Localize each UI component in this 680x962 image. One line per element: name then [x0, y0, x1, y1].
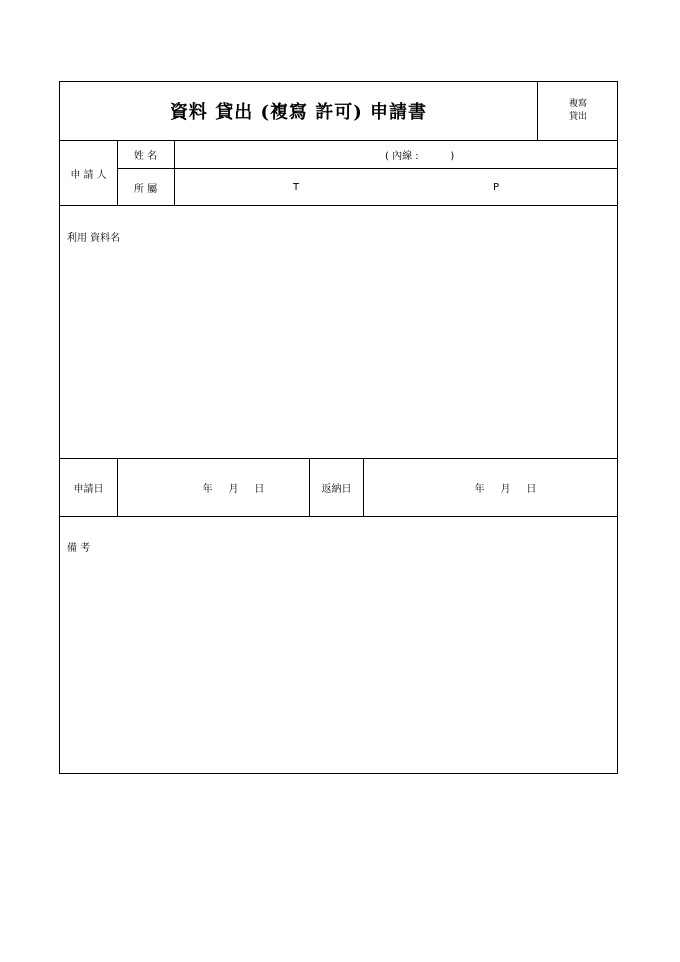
dept-row — [117, 169, 617, 205]
tel-p-label: P — [493, 181, 500, 193]
title-row — [60, 82, 617, 141]
remarks-label: 備 考 — [67, 543, 91, 554]
form-title: 資料 貸出 (複寫 許可) 申請書 — [169, 102, 428, 123]
apply-date-label: 申請日 — [73, 484, 104, 495]
return-date-field[interactable]: 年 月 日 — [474, 484, 537, 495]
application-form — [59, 81, 618, 774]
copy-label: 複寫 — [568, 99, 587, 109]
materials-section[interactable] — [60, 206, 617, 459]
return-date-label: 返納日 — [321, 484, 352, 495]
tel-t-label: T — [293, 181, 300, 193]
loan-label: 貸出 — [568, 112, 587, 122]
applicant-label: 申 請 人 — [70, 169, 107, 181]
extension-label: ( 內線 : ) — [385, 151, 455, 162]
dept-label: 所 屬 — [133, 183, 158, 195]
materials-label: 利用 資料名 — [67, 233, 121, 244]
remarks-section[interactable] — [60, 517, 617, 773]
copy-loan-box — [538, 82, 618, 140]
dept-field[interactable] — [175, 169, 617, 205]
applicant-section — [60, 141, 617, 206]
name-label: 姓 名 — [133, 151, 158, 162]
name-field[interactable] — [175, 141, 617, 168]
apply-date-field[interactable]: 年 月 日 — [202, 484, 265, 495]
name-row — [117, 141, 617, 169]
dates-row — [60, 459, 617, 517]
